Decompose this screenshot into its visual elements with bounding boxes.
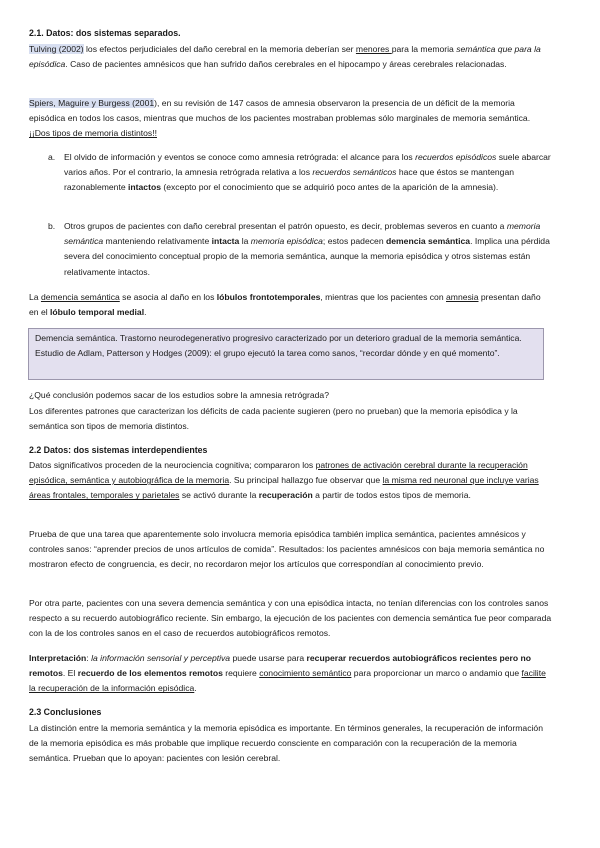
- paragraph-por-otra-parte: Por otra parte, pacientes con una severa demencia semántica y con una episódica intacta, no tenían diferencias con los controles sanos respecto a su recuerdo autobiográfico reciente. Sin embargo, la ejecución de los pacientes con demencia semántica fue peor comparada con la de los controles sanos en el caso de recuerdos autobiográficos remotos.: [29, 598, 552, 639]
- paragraph-lobulos: La demencia semántica se asocia al daño en los lóbulos frontotemporales, mientras que los pacientes con amnesia presentan daño en el lóbulo temporal medial.: [29, 292, 541, 318]
- paragraph-conclusiones: La distinción entre la memoria semántica y la memoria episódica es importante. En términos generales, la recuperación de información de la memoria episódica es más probable que implique recuerdo consciente en comparación con la recuperación de la memoria semántica. Prueban que lo apoyan: pacientes con lesión cerebral.: [29, 723, 543, 764]
- paragraph-tulving: Tulving (2002) los efectos perjudiciales del daño cerebral en la memoria deberían ser menores para la memoria semántica que para la episódica. Caso de pacientes amnésicos que han sufrido daños cerebrales en el hipocampo y áreas cerebrales relacionadas.: [29, 44, 541, 70]
- citation-spiers: Spiers, Maguire y Burgess (2001: [29, 98, 155, 108]
- list-item-b: [48, 219, 552, 280]
- section-heading-2-3: 2.3 Conclusiones: [29, 707, 102, 717]
- list-text-a: El olvido de información y eventos se conoce como amnesia retrógrada: el alcance para los recuerdos episódicos suele abarcar varios años. Por el contrario, la amnesia retrógrada relativa a los recuerdos semánticos hace que éstos se mantengan razonablemente intactos (excepto por el conocimiento que se adquirió poco antes de la aparición de la amnesia).: [64, 152, 551, 193]
- paragraph-interpretacion: Interpretación: la información sensorial y perceptiva puede usarse para recuperar recuerdos autobiográficos recientes pero no remotos. El recuerdo de los elementos remotos requiere conocimiento semántico para proporcionar un marco o andamio que facilite la recuperación de la información episódica.: [29, 653, 546, 694]
- section-heading-2-1: 2.1. Datos: dos sistemas separados.: [29, 28, 181, 38]
- list-text-b: Otros grupos de pacientes con daño cerebral presentan el patrón opuesto, es decir, problemas severos en cuanto a memoria semántica manteniendo relativamente intacta la memoria episódica; estos padecen demencia semántica. Implica una pérdida severa del conocimiento conceptual propio de la memoria semántica, aunque la memoria episódica y otros sistemas están relativamente intactos.: [64, 221, 550, 277]
- list-item-a: [48, 150, 552, 196]
- definition-box: [28, 328, 544, 380]
- question-line: ¿Qué conclusión podemos sacar de los estudios sobre la amnesia retrógrada?: [29, 390, 329, 400]
- paragraph-prueba: Prueba de que una tarea que aparentemente solo involucra memoria episódica también implica semántica, pacientes amnésicos y controles sanos: “aprender precios de unos artículos de comida”. Resultados: los pacientes amnésicos con baja memoria semántica no mostraron efecto de congruencia, es decir, no recordaron mejor los artículos que correspondían al conocimiento previo.: [29, 529, 545, 570]
- list-marker-b: b.: [48, 221, 56, 231]
- question-answer: Los diferentes patrones que caracterizan los déficits de cada paciente sugieren (pero no prueban) que la memoria episódica y la semántica son tipos de memoria distintos.: [29, 406, 518, 432]
- paragraph-neurociencia: Datos significativos proceden de la neurociencia cognitiva; compararon los patrones de activación cerebral durante la recuperación episódica, semántica y autobiográfica de la memoria. Su principal hallazgo fue observar que la misma red neuronal que incluye varias áreas frontales, temporales y parietales se activó durante la recuperación a partir de todos estos tipos de memoria.: [29, 460, 539, 501]
- list-marker-a: a.: [48, 152, 56, 162]
- section-heading-2-2: 2.2 Datos: dos sistemas interdependientes: [29, 445, 208, 455]
- citation-tulving: Tulving (2002): [29, 44, 84, 54]
- definition-text: Demencia semántica. Trastorno neurodegenerativo progresivo caracterizado por un deterioro gradual de la memoria semántica. Estudio de Adlam, Patterson y Hodges (2009): el grupo ejecutó la tarea como sanos, “recordar dónde y en qué momento”.: [35, 333, 522, 359]
- paragraph-spiers: Spiers, Maguire y Burgess (2001), en su revisión de 147 casos de amnesia observaron la presencia de un déficit de la memoria episódica en todos los casos, mientras que muchos de los pacientes mostraban problemas sólo marginales de memoria semántica. ¡¡Dos tipos de memoria distintos!!: [29, 98, 531, 139]
